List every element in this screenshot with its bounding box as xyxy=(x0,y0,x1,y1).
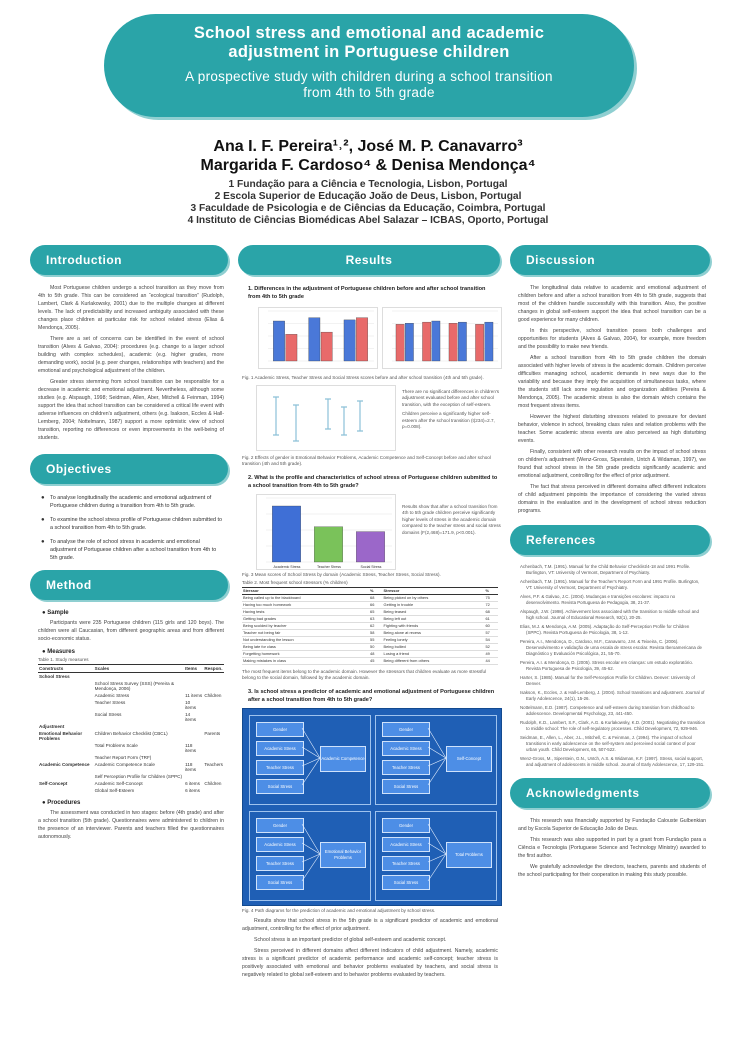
table-row xyxy=(38,742,224,754)
results-note-7: Stress perceived in different domains affect different indicators of child adjustment. Namely, academic stress is a significant predictor of academic performance and academic self-concept; teacher stress is positively associated with emotional and behavior problems evaluated by teachers, and social stress is negatively related to global self-esteem and to behavior problems evaluated by teachers. xyxy=(242,948,498,978)
measures-table-caption: Table 1. Study measures xyxy=(38,657,89,662)
table-cell: Being teased xyxy=(383,608,485,615)
diagram-arrow xyxy=(302,843,320,854)
intro-paragraph-3: Greater stress stemming from school transition can be responsible for a decrease in academic and emotional adjustment. Nevertheless, although some studies (e.g. Alspaugh, 1998; Seidman, Allen, Aber, Mitchell & Feinman, 1994) support the idea that school transition can be considered a critical life event with adverse influences on children's adjustment, others (e.g. Isakson, Eccles & Hall-Lemberg, 2004; Nottelmann, 1987) support a more optimistic view of school transition, reporting no differences or even improvements in the well-being of students. xyxy=(38,379,224,441)
diagram-node: Social Stress xyxy=(382,779,430,794)
path-diagram-panel xyxy=(249,715,371,805)
measures-table xyxy=(38,664,224,794)
table-cell: Academic Competence Scale xyxy=(94,761,155,767)
table-cell: 62 xyxy=(369,622,383,629)
path-diagrams xyxy=(242,708,502,906)
table-cell xyxy=(184,672,203,680)
diagram-outcome-node: Self-Concept xyxy=(446,746,492,772)
table-row xyxy=(38,711,224,723)
bar xyxy=(422,322,430,361)
diagram-arrow xyxy=(428,824,446,854)
table-cell xyxy=(203,680,224,692)
figure-3-caption: Fig. 3 Mean scores of School Stress by domain (Academic Stress, Teacher Stress, Social Stress). xyxy=(242,571,441,577)
table-cell: Being bullied xyxy=(383,643,485,650)
table-cell xyxy=(38,699,94,711)
measures-table-header: Scales xyxy=(94,664,184,672)
table-cell: Getting in trouble xyxy=(383,601,485,608)
table-cell: 6 items xyxy=(185,780,200,786)
chart-school-stress-domains xyxy=(256,494,396,570)
diagram-arrows xyxy=(250,812,370,900)
figure-2-row xyxy=(242,385,498,455)
ack-paragraph-2: This research was also supported in part by a grant from Fundação para a Ciência e Tecnologia (Portuguese Science and Technology Ministry) awarded to the first author. xyxy=(518,837,706,859)
table-cell: Children xyxy=(204,692,222,698)
results-heading: Results xyxy=(345,253,393,267)
table-cell xyxy=(184,680,203,692)
table-cell: 60 xyxy=(484,622,498,629)
intro-paragraph-2: There are a set of concerns can be identified in the event of school transition (Alves & Galvao, 2004): procedures (e.g. change to a larger school building with complex schedules), academic (e.g. higher grades, more demanding work), social (e.g. peer changes, relationships with teachers) and the emotional and psychological adjustment of the children. xyxy=(38,336,224,374)
poster-title xyxy=(104,24,634,62)
bar xyxy=(458,322,466,361)
affiliation-3: 3 Faculdade de Psicologia e de Ciências da Educação, Coimbra, Portugal xyxy=(190,203,546,214)
table-cell: 48 xyxy=(369,650,383,657)
results-question-2: 2. What is the profile and characteristics of school stress of Portuguese children submitted to a school transition from 4th to 5th grade? xyxy=(248,474,498,489)
acknowledgments-header xyxy=(510,778,710,808)
sample-label: Sample xyxy=(47,610,69,616)
table-cell xyxy=(38,711,94,723)
diagram-arrow xyxy=(302,728,320,758)
measures-label: Measures xyxy=(47,649,75,655)
author-line-1: Ana I. F. Pereira¹˒², José M. P. Canavarro³ xyxy=(213,138,523,155)
table-cell xyxy=(184,773,203,780)
results-note-5: Results show that school stress in the 5th grade is a significant predictor of academic and emotional adjustment, controlling for the effect of prior adjustment. xyxy=(242,918,498,932)
diagram-node: Teacher Stress xyxy=(382,856,430,871)
procedures-label: Procedures xyxy=(47,799,81,806)
table-cell: 44 xyxy=(484,657,498,664)
measures-table-header: Items xyxy=(184,664,203,672)
table-row xyxy=(38,730,224,742)
results-header xyxy=(238,245,500,275)
table-row xyxy=(242,629,498,636)
intro-paragraph-1: Most Portuguese children undergo a school transition as they move from 4th to 5th grade. This can be considered an “ecological transition” (Rudolph, Lambert, Clark & Kurlakowsky, 2001) due to the multiple changes at different levels. The lack of predictability and increased ambiguity associated with these changes place children at particular risk for school related stress (Elias & Mendonça, 2005). xyxy=(38,285,224,331)
results-note-6: School stress is an important predictor of global self-esteem and academic concept. xyxy=(254,937,447,943)
discussion-paragraph: Finally, consistent with other research results on the impact of school stress on children's adjustment (Wenz-Gross, Siperstein, Untch & Widaman, 1997), we found that school stress in the 5th grade predicts significantly academic and emotional adjustment, controlling for the effect of prior adjustment. xyxy=(518,449,706,479)
bar xyxy=(321,332,332,361)
table-cell xyxy=(38,742,94,754)
results-note-1: There are no significant differences in children's adjustment evaluated before and after school transition, with the exception of self-esteem. xyxy=(402,388,500,407)
table-cell xyxy=(184,754,203,761)
discussion-body xyxy=(510,275,710,515)
table-row xyxy=(38,787,224,794)
reference-item: Isakson, K., Eccles, J. & Hall-Lemberg, J. (2004). School transitions and adjustment. Journal of Early Adolescence, 24(1), 15-26. xyxy=(520,690,705,701)
table-cell: 57 xyxy=(484,629,498,636)
method-header xyxy=(30,570,228,600)
diagram-node: Academic Stress xyxy=(256,741,304,756)
table-row xyxy=(38,672,224,680)
table-cell: Teacher Report Form (TRF) xyxy=(94,754,152,760)
chart-adjustment-by-grade xyxy=(382,307,502,369)
table-cell: Losing a friend xyxy=(383,650,485,657)
objectives-header xyxy=(30,454,228,484)
diagram-outcome-node: Academic Competence xyxy=(320,746,366,772)
diagram-node: Academic Stress xyxy=(256,837,304,852)
diagram-arrows xyxy=(250,716,370,804)
table-cell: Parents xyxy=(204,730,221,736)
author-line-2: Margarida F. Cardoso⁴ & Denisa Mendonça⁴ xyxy=(200,157,536,174)
measures-table-header: Respon. xyxy=(204,665,223,671)
table-cell xyxy=(203,672,224,680)
discussion-paragraph: However the highest disturbing stressors related to pressure for deviant behavior, violence in school, breaking class rules and relation problems with the teacher. Some academic stress events are also perceived as high disturbing events. xyxy=(518,414,706,444)
table-cell: Being left out xyxy=(383,615,485,622)
bar xyxy=(356,531,384,561)
reference-item: Achenbach, T.M. (1991). Manual for the Teacher's Report Form and 1991 Profile. Burlington, VT: University of Vermont, Department of Psychiatry. xyxy=(520,579,700,590)
objective-item: ● To examine the school stress profile of Portuguese children submitted to a school transition from 4th to 5th grade. xyxy=(50,516,224,532)
table-row xyxy=(38,780,224,787)
table-cell: Teachers xyxy=(204,761,223,767)
table-row xyxy=(242,601,498,608)
table-cell: Global Self-Esteem xyxy=(94,787,135,793)
reference-item: Alspaugh, J.W. (1998). Achievement loss associated with the transition to middle school and high school. Journal of Educational Research, 92(1), 20-25. xyxy=(520,609,699,620)
ack-paragraph-3: We gratefully acknowledge the directors, teachers, parents and students of the school participating for their cooperation in making this study possible. xyxy=(518,864,706,878)
measures-table-header: Constructs xyxy=(38,664,94,672)
reference-item: Nottelmann, E.D. (1987). Competence and self-esteem during transition from childhood to adolescence. Developmental Psychology, 23, 441-450. xyxy=(520,705,695,716)
discussion-header xyxy=(510,245,710,275)
table-cell: Having tests xyxy=(242,608,369,615)
table-cell: 68 xyxy=(484,608,498,615)
table-cell: Adjustment xyxy=(39,723,65,729)
table-row xyxy=(242,657,498,664)
table-cell: Self Perception Profile for Children (SPPC) xyxy=(94,773,182,779)
diagram-node: Gender xyxy=(256,722,304,737)
table-row xyxy=(38,680,224,692)
table-row xyxy=(242,622,498,629)
table-cell: Fighting with friends xyxy=(383,622,485,629)
x-tick-label: Teacher Stress xyxy=(317,564,341,569)
procedures-text: The assessment was conducted in two stages: before (4th grade) and after a school transition (5th grade). Questionnaires were administered to children in the presence of an interviewer. Parents and teachers filled the questionnaires autonomously. xyxy=(38,809,224,840)
authors-block xyxy=(0,137,736,227)
diagram-arrows xyxy=(376,716,496,804)
figure-1-caption: Fig. 1 Academic Stress, Teacher Stress and Social Stress scores before and after school transition (4th and 5th grade). xyxy=(242,375,484,380)
diagram-node: Social Stress xyxy=(256,779,304,794)
table-cell xyxy=(94,723,184,730)
stressors-table-header: Stressor xyxy=(242,587,369,594)
table-row xyxy=(242,643,498,650)
diagram-arrow xyxy=(428,728,446,758)
table-cell: 66 xyxy=(369,601,383,608)
table-cell xyxy=(203,723,224,730)
table-cell: Self-Concept xyxy=(39,780,68,786)
bar xyxy=(449,323,457,361)
poster-subtitle xyxy=(104,69,634,101)
table-cell xyxy=(38,680,94,692)
stressors-table xyxy=(242,587,498,665)
table-cell: School Stress xyxy=(39,673,70,679)
reference-item: Achenbach, T.M. (1991). Manual for the Child Behavior Checklist/4-18 and 1991 Profile. Burlington, VT: University of Vermont, Department of Psychiatry. xyxy=(520,564,691,575)
reference-item: Harter, S. (1985). Manual for the Self-Perception Profile for Children. Denver: University of Denver. xyxy=(520,675,695,686)
diagram-outcome-node: Emotional Behavior Problems xyxy=(320,842,366,868)
table-cell: 75 xyxy=(484,594,498,601)
table-cell: School Stress Survey (SSS) (Pereira & Mendonça, 2006) xyxy=(94,680,175,691)
table-cell: Academic Stress xyxy=(94,692,130,698)
diagram-arrows xyxy=(376,812,496,900)
results-note-2: Children perceive a significantly higher self-esteem after the school transition (t(234)=2.7, p=0.008). xyxy=(402,411,495,429)
bar xyxy=(432,321,440,361)
objective-item: ● To analyse longitudinally the academic and emotional adjustment of Portuguese children during a transition from 4th to 5th grade. xyxy=(50,494,224,510)
table-cell xyxy=(203,754,224,761)
figure-2-caption: Fig. 2 Effects of gender in Emotional Behavior Problems, Academic Competence and Self-Concept before and after school transition (4th and 5th grade). xyxy=(242,454,491,466)
sample-text: Participants were 235 Portuguese children (115 girls and 120 boys). The children were all Caucasian, from different geographic areas and from different socio-economic status. xyxy=(38,620,224,642)
table-cell: Teacher Stress xyxy=(94,699,126,705)
table-cell: 11 items xyxy=(185,692,203,698)
diagram-node: Academic Stress xyxy=(382,837,430,852)
introduction-heading: Introduction xyxy=(46,253,122,267)
diagram-node: Gender xyxy=(382,722,430,737)
stressors-table-header: % xyxy=(484,587,498,594)
title-banner xyxy=(104,14,634,117)
path-diagram-panel xyxy=(375,715,497,805)
table-cell: Total Problems Scale xyxy=(94,742,138,748)
table-cell xyxy=(184,730,203,742)
reference-item: Pereira, A.I. & Mendonça, D. (2005). Stress escolar em crianças: um estudo exploratório. Revista Portuguesa de Psicologia, 39, 45-62. xyxy=(520,660,694,671)
table-cell xyxy=(203,773,224,780)
diagram-node: Social Stress xyxy=(256,875,304,890)
results-question-3: 3. Is school stress a predictor of academic and emotional adjustment of Portuguese children after a school transition from 4th to 5th grade? xyxy=(248,688,495,703)
table-cell: Children xyxy=(204,780,222,786)
table-cell: 50 xyxy=(369,643,383,650)
table-cell: Being late for class xyxy=(242,643,369,650)
method-heading: Method xyxy=(46,578,92,592)
affiliation-4: 4 Instituto de Ciências Biomédicas Abel Salazar – ICBAS, Oporto, Portugal xyxy=(187,215,549,226)
table-cell: 10 items xyxy=(185,699,197,710)
procedures-subheading: ● Procedures xyxy=(42,799,81,806)
diagram-arrow xyxy=(302,747,320,758)
table-cell: Getting bad grades xyxy=(242,615,369,622)
diagram-node: Social Stress xyxy=(382,875,430,890)
stressors-table-header: % xyxy=(369,587,383,594)
reference-item: Seidman, E., Allen, L., Aber, J.L., Mitchell, C. & Feinman, J. (1994). The impact of school transitions in early adolescence on the self-system and perceived social context of poor urban youth. Child Development, 65, 507-522. xyxy=(520,735,696,752)
reference-item: Pereira, A.I., Mendonça, D., Cardoso, M.F., Canavarro, J.M. & Teixeira, C. (2006). Desenvolvimento e validação de uma escala de stress escolar. Revista Iberoamericana de Diagnóstico y Evaluación Psicológica, 21, 55-70. xyxy=(520,639,702,656)
table-cell: Being picked on by others xyxy=(383,594,485,601)
table-cell: 118 items xyxy=(185,742,197,753)
table-cell xyxy=(38,787,94,794)
title-line-1: School stress and emotional and academic xyxy=(193,24,545,42)
subtitle-line-1: A prospective study with children during a school transition xyxy=(185,69,553,84)
subtitle-line-2: from 4th to 5th grade xyxy=(303,85,435,100)
references-heading: References xyxy=(526,533,596,547)
table-cell: Being scolded by teacher xyxy=(242,622,369,629)
figure-1-row xyxy=(242,305,498,375)
table-row xyxy=(38,699,224,711)
bar xyxy=(356,318,367,361)
affiliation-2: 2 Escola Superior de Educação João de Deus, Lisbon, Portugal xyxy=(214,191,522,202)
bar xyxy=(405,323,413,361)
table-row xyxy=(242,615,498,622)
table-row xyxy=(38,773,224,780)
discussion-paragraph: The longitudinal data relative to academic and emotional adjustment of children before and after a school transition from 4th to 5th grade, suggests that most of the children handle successfully with this transition. Also, the positive changes in global self-esteem support the idea that school transition can be a good experience for many children. xyxy=(518,285,706,323)
error-plot-frame xyxy=(257,385,396,450)
table-row xyxy=(38,754,224,761)
references-header xyxy=(510,525,710,555)
table-row xyxy=(38,692,224,699)
table-cell: Forgetting homework xyxy=(242,650,369,657)
reference-item: Elias, M.J. & Mendonça, A.M. (2005). Adaptação do Self-Perception Profile for Children (SPPC). Revista Portuguesa de Psicologia, 38, 1-12. xyxy=(520,624,690,635)
x-tick-label: Academic Stress xyxy=(273,564,301,569)
table-cell: 118 items xyxy=(185,761,197,772)
table-row xyxy=(242,636,498,643)
table-cell: 65 xyxy=(369,608,383,615)
table-cell: 49 xyxy=(484,650,498,657)
diagram-arrow xyxy=(428,747,446,758)
bar xyxy=(314,526,342,561)
table-row xyxy=(242,650,498,657)
diagram-node: Gender xyxy=(382,818,430,833)
path-diagram-panel xyxy=(249,811,371,901)
table-cell: 54 xyxy=(484,636,498,643)
diagram-arrow xyxy=(428,843,446,854)
discussion-paragraph: The fact that stress perceived in different domains affect different indicators of child adjustment pinpoints the importance of considering the varied stress domains in the evaluation and in the development of school stress reduction programs. xyxy=(518,484,706,514)
table-cell: Having too much homework xyxy=(242,601,369,608)
table-cell: 14 items xyxy=(185,711,197,722)
path-diagram-panel xyxy=(375,811,497,901)
table-row xyxy=(38,723,224,730)
table-cell: Academic Competence xyxy=(39,761,90,767)
table-cell xyxy=(38,754,94,761)
table-cell: Being different from others xyxy=(383,657,485,664)
table-cell: Emotional Behavior Problems xyxy=(39,730,83,741)
bar xyxy=(273,321,284,361)
table-cell: 63 xyxy=(369,615,383,622)
affiliation-1: 1 Fundação para a Ciência e Tecnologia, Lisbon, Portugal xyxy=(228,179,508,190)
stressors-table-header: Stressor xyxy=(383,587,485,594)
table-cell: Feeling lonely xyxy=(383,636,485,643)
reference-item: Alves, P.F. & Galvao, J.C. (2004). Mudanças e transições escolares: impacto no desenvolvimento. Revista Portuguesa de Pedagogia, 38, 21-37. xyxy=(520,594,676,605)
ack-paragraph-1: This research was financially supported by Fundação Calouste Gulbenkian and by Escola Superior de Educação João de Deus. xyxy=(518,818,706,832)
table-cell: Children Behavior Checklist (CBCL) xyxy=(94,730,168,736)
acknowledgments-heading: Acknowledgments xyxy=(526,786,640,800)
chart-stress-by-grade xyxy=(258,307,378,369)
references-list xyxy=(510,555,710,768)
table-cell: 55 xyxy=(369,636,383,643)
table-cell xyxy=(184,723,203,730)
table-cell xyxy=(203,699,224,711)
table-cell: Making mistakes in class xyxy=(242,657,369,664)
reference-item: Rudolph, K.D., Lambert, S.F., Clark, A.G. & Kurlakowsky, K.D. (2001). Negotiating the transition to middle school: The role of self-regulatory processes. Child Development, 72, 929-946. xyxy=(520,720,706,731)
table-cell xyxy=(203,742,224,754)
middle-column xyxy=(238,245,500,982)
table-cell: 45 xyxy=(369,657,383,664)
table-cell xyxy=(38,692,94,699)
bar xyxy=(309,318,320,361)
table-cell: 61 xyxy=(484,615,498,622)
bar xyxy=(286,334,297,361)
diagram-node: Teacher Stress xyxy=(256,760,304,775)
table-cell: Academic Self-Concept xyxy=(94,780,143,786)
bar xyxy=(272,506,300,562)
title-line-2: adjustment in Portuguese children xyxy=(228,43,510,61)
table-row xyxy=(38,761,224,773)
table-cell: Teacher not being fair xyxy=(242,629,369,636)
table-row xyxy=(242,608,498,615)
diagram-node: Academic Stress xyxy=(382,741,430,756)
x-tick-label: Social Stress xyxy=(360,564,382,569)
objectives-heading: Objectives xyxy=(46,462,112,476)
left-column xyxy=(30,245,228,844)
diagram-outcome-node: Total Problems xyxy=(446,842,492,868)
results-note-4: The most frequent items belong to the academic domain. However the stressors that children evaluate as more stressful belong to the social domain, followed by the academic domain. xyxy=(242,668,487,680)
diagram-node: Teacher Stress xyxy=(382,760,430,775)
results-question-1: 1. Differences in the adjustment of Portuguese children before and after school transition from 4th to 5th grade xyxy=(248,286,486,300)
table-cell: Being called up to the blackboard xyxy=(242,594,369,601)
table-cell: 68 xyxy=(369,594,383,601)
sample-subheading: ● Sample xyxy=(42,610,69,616)
table-cell: 58 xyxy=(369,629,383,636)
figure-3-row xyxy=(242,494,501,572)
table-cell: Being alone at recess xyxy=(383,629,485,636)
bar xyxy=(344,320,355,361)
table-cell: Social Stress xyxy=(94,711,122,717)
discussion-paragraph: After a school transition from 4th to 5th grade children the domain associated with higher levels of stress is the academic domain. Children perceive difficulties managing school, academic demands in new ways due to the variability and because they imply the acquisition of simultaneous tasks, where the students still lack some regulation and organization abilities (Pereira & Mendonça, 2005). The academic stress is also the domain which contains the most frequent stress items. xyxy=(518,355,706,409)
diagram-node: Teacher Stress xyxy=(256,856,304,871)
table-cell: 6 items xyxy=(185,787,200,793)
table-cell xyxy=(94,672,184,680)
table-cell: Not understanding the lesson xyxy=(242,636,369,643)
right-column xyxy=(510,245,710,882)
diagram-node: Gender xyxy=(256,818,304,833)
table-cell xyxy=(203,711,224,723)
error-bar-plot xyxy=(256,385,396,451)
objective-item: ● To analyse the role of school stress in academic and emotional adjustment of Portuguese children after a school transition from 4th to 5th grade. xyxy=(50,538,224,562)
reference-item: Wenz-Gross, M., Siperstein, G.N., Untch, A.S. & Widaman, K.F. (1997). Stress, social support, and adjustment of adolescents in middle school. Journal of Early Adolescence, 17, 129-151. xyxy=(520,756,705,767)
diagram-arrow xyxy=(302,824,320,854)
discussion-heading: Discussion xyxy=(526,253,596,267)
table-cell xyxy=(203,787,224,794)
stressors-table-caption: Table 2. Most frequent school stressors (% children) xyxy=(242,580,348,585)
results-notes-1 xyxy=(402,389,502,431)
table-cell: 52 xyxy=(484,643,498,650)
introduction-header xyxy=(30,245,228,275)
measures-subheading: ● Measures xyxy=(42,649,75,655)
discussion-paragraph: In this perspective, school transition poses both challenges and opportunities for students (Alves & Galvao, 2004), for example, more freedom and the possibility to make new friends. xyxy=(518,328,706,350)
figure-4-caption: Fig. 4 Path diagrams for the prediction of academic and emotional adjustment by school stress. xyxy=(242,907,436,913)
bar xyxy=(485,322,493,361)
table-row xyxy=(242,594,498,601)
table-cell xyxy=(38,773,94,780)
bar xyxy=(475,324,483,361)
bar xyxy=(396,324,404,361)
results-note-3: Results show that after a school transition from 4th to 5th grade children perceive significantly higher levels of stress in the academic domain compared to the teacher stress and social stress domains (F(2,468)=171.9, p<0.001). xyxy=(402,503,501,535)
table-cell: 72 xyxy=(484,601,498,608)
